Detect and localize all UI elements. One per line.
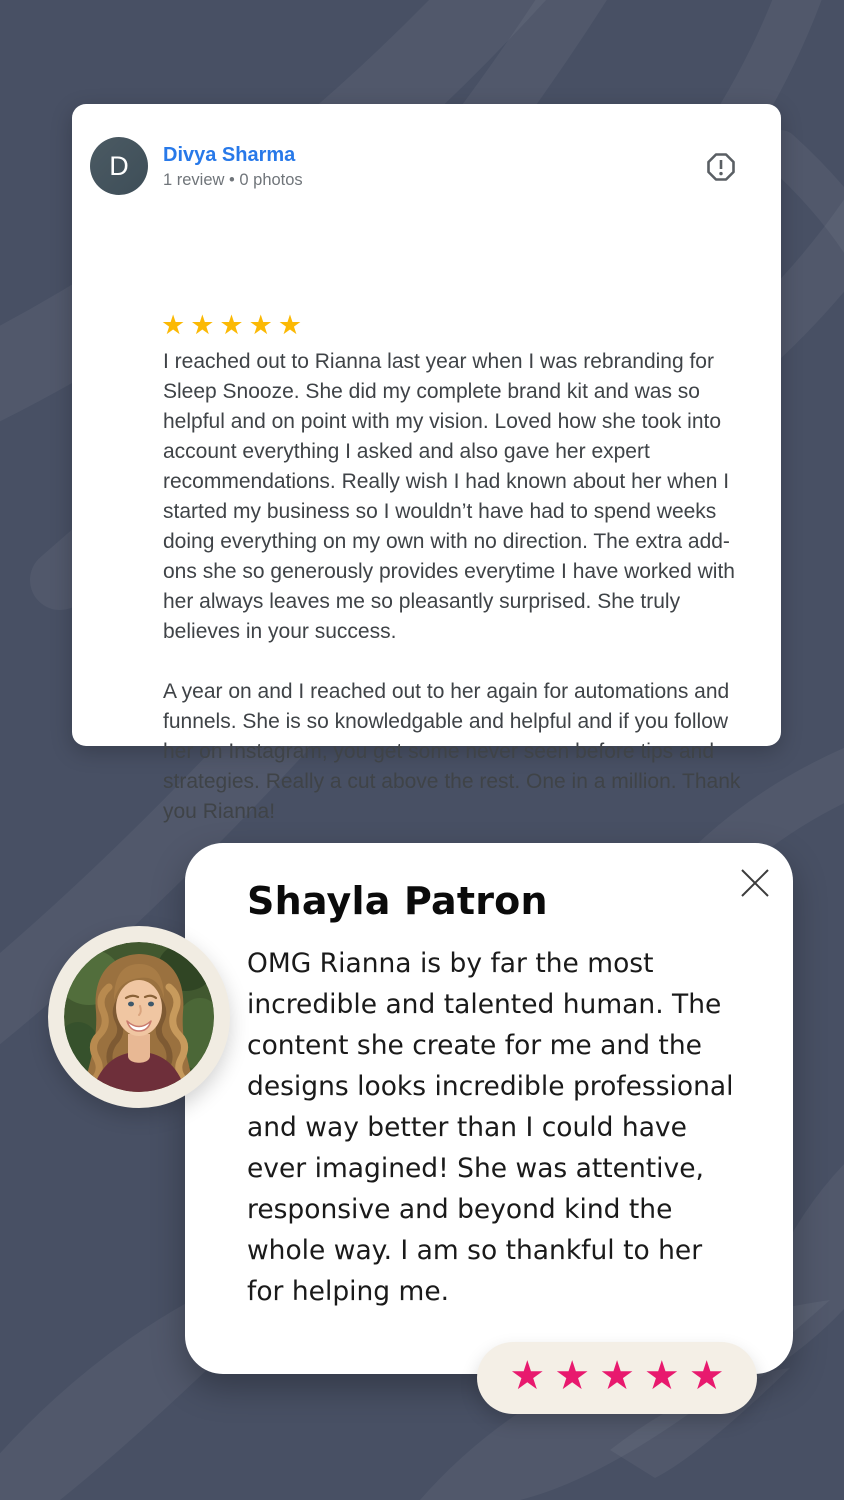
reviewer-meta: 1 review • 0 photos (163, 170, 303, 189)
star-rating: ★★★★★ (161, 310, 308, 340)
review-header (90, 137, 303, 195)
review-text (163, 347, 757, 827)
testimonial-text: OMG Rianna is by far the most incredible and talented human. The content she create for me and the designs looks incredible professional and way better than I could have ever imagined! She was attentive, responsive and beyond kind the whole way. I am so thankful to her for helping me. (247, 948, 734, 1307)
testimonial-card (185, 843, 793, 1374)
review-paragraph: I reached out to Rianna last year when I was rebranding for Sleep Snooze. She did my complete brand kit and was so helpful and on point with my vision. Loved how she took into account everything I asked and also gave her expert recommendations. Really wish I had known about her when I started my business so I wouldn’t have had to spend weeks doing everything on my own with no direction. The extra add-ons she so generously provides everytime I have worked with her always leaves me so pleasantly surprised. She truly believes in your success. (163, 350, 735, 643)
reviewer-name[interactable]: Divya Sharma (163, 143, 296, 166)
star-rating: ★★★★★ (509, 1354, 734, 1398)
review-paragraph: A year on and I reached out to her again for automations and funnels. She is so knowledgable and helpful and if you follow her on Instagram, you get some never seen before tips and strategies. Really a cut above the rest. One in a million. Thank you Rianna! (163, 680, 741, 823)
customer-photo-illustration (64, 942, 214, 1092)
customer-photo (48, 926, 230, 1108)
report-review-icon[interactable] (706, 152, 736, 182)
close-icon[interactable] (737, 865, 773, 901)
star-rating-pill (477, 1342, 757, 1414)
avatar[interactable]: D (90, 137, 148, 195)
google-review-card (72, 104, 781, 823)
testimonial-name: Shayla Patron (247, 879, 548, 923)
